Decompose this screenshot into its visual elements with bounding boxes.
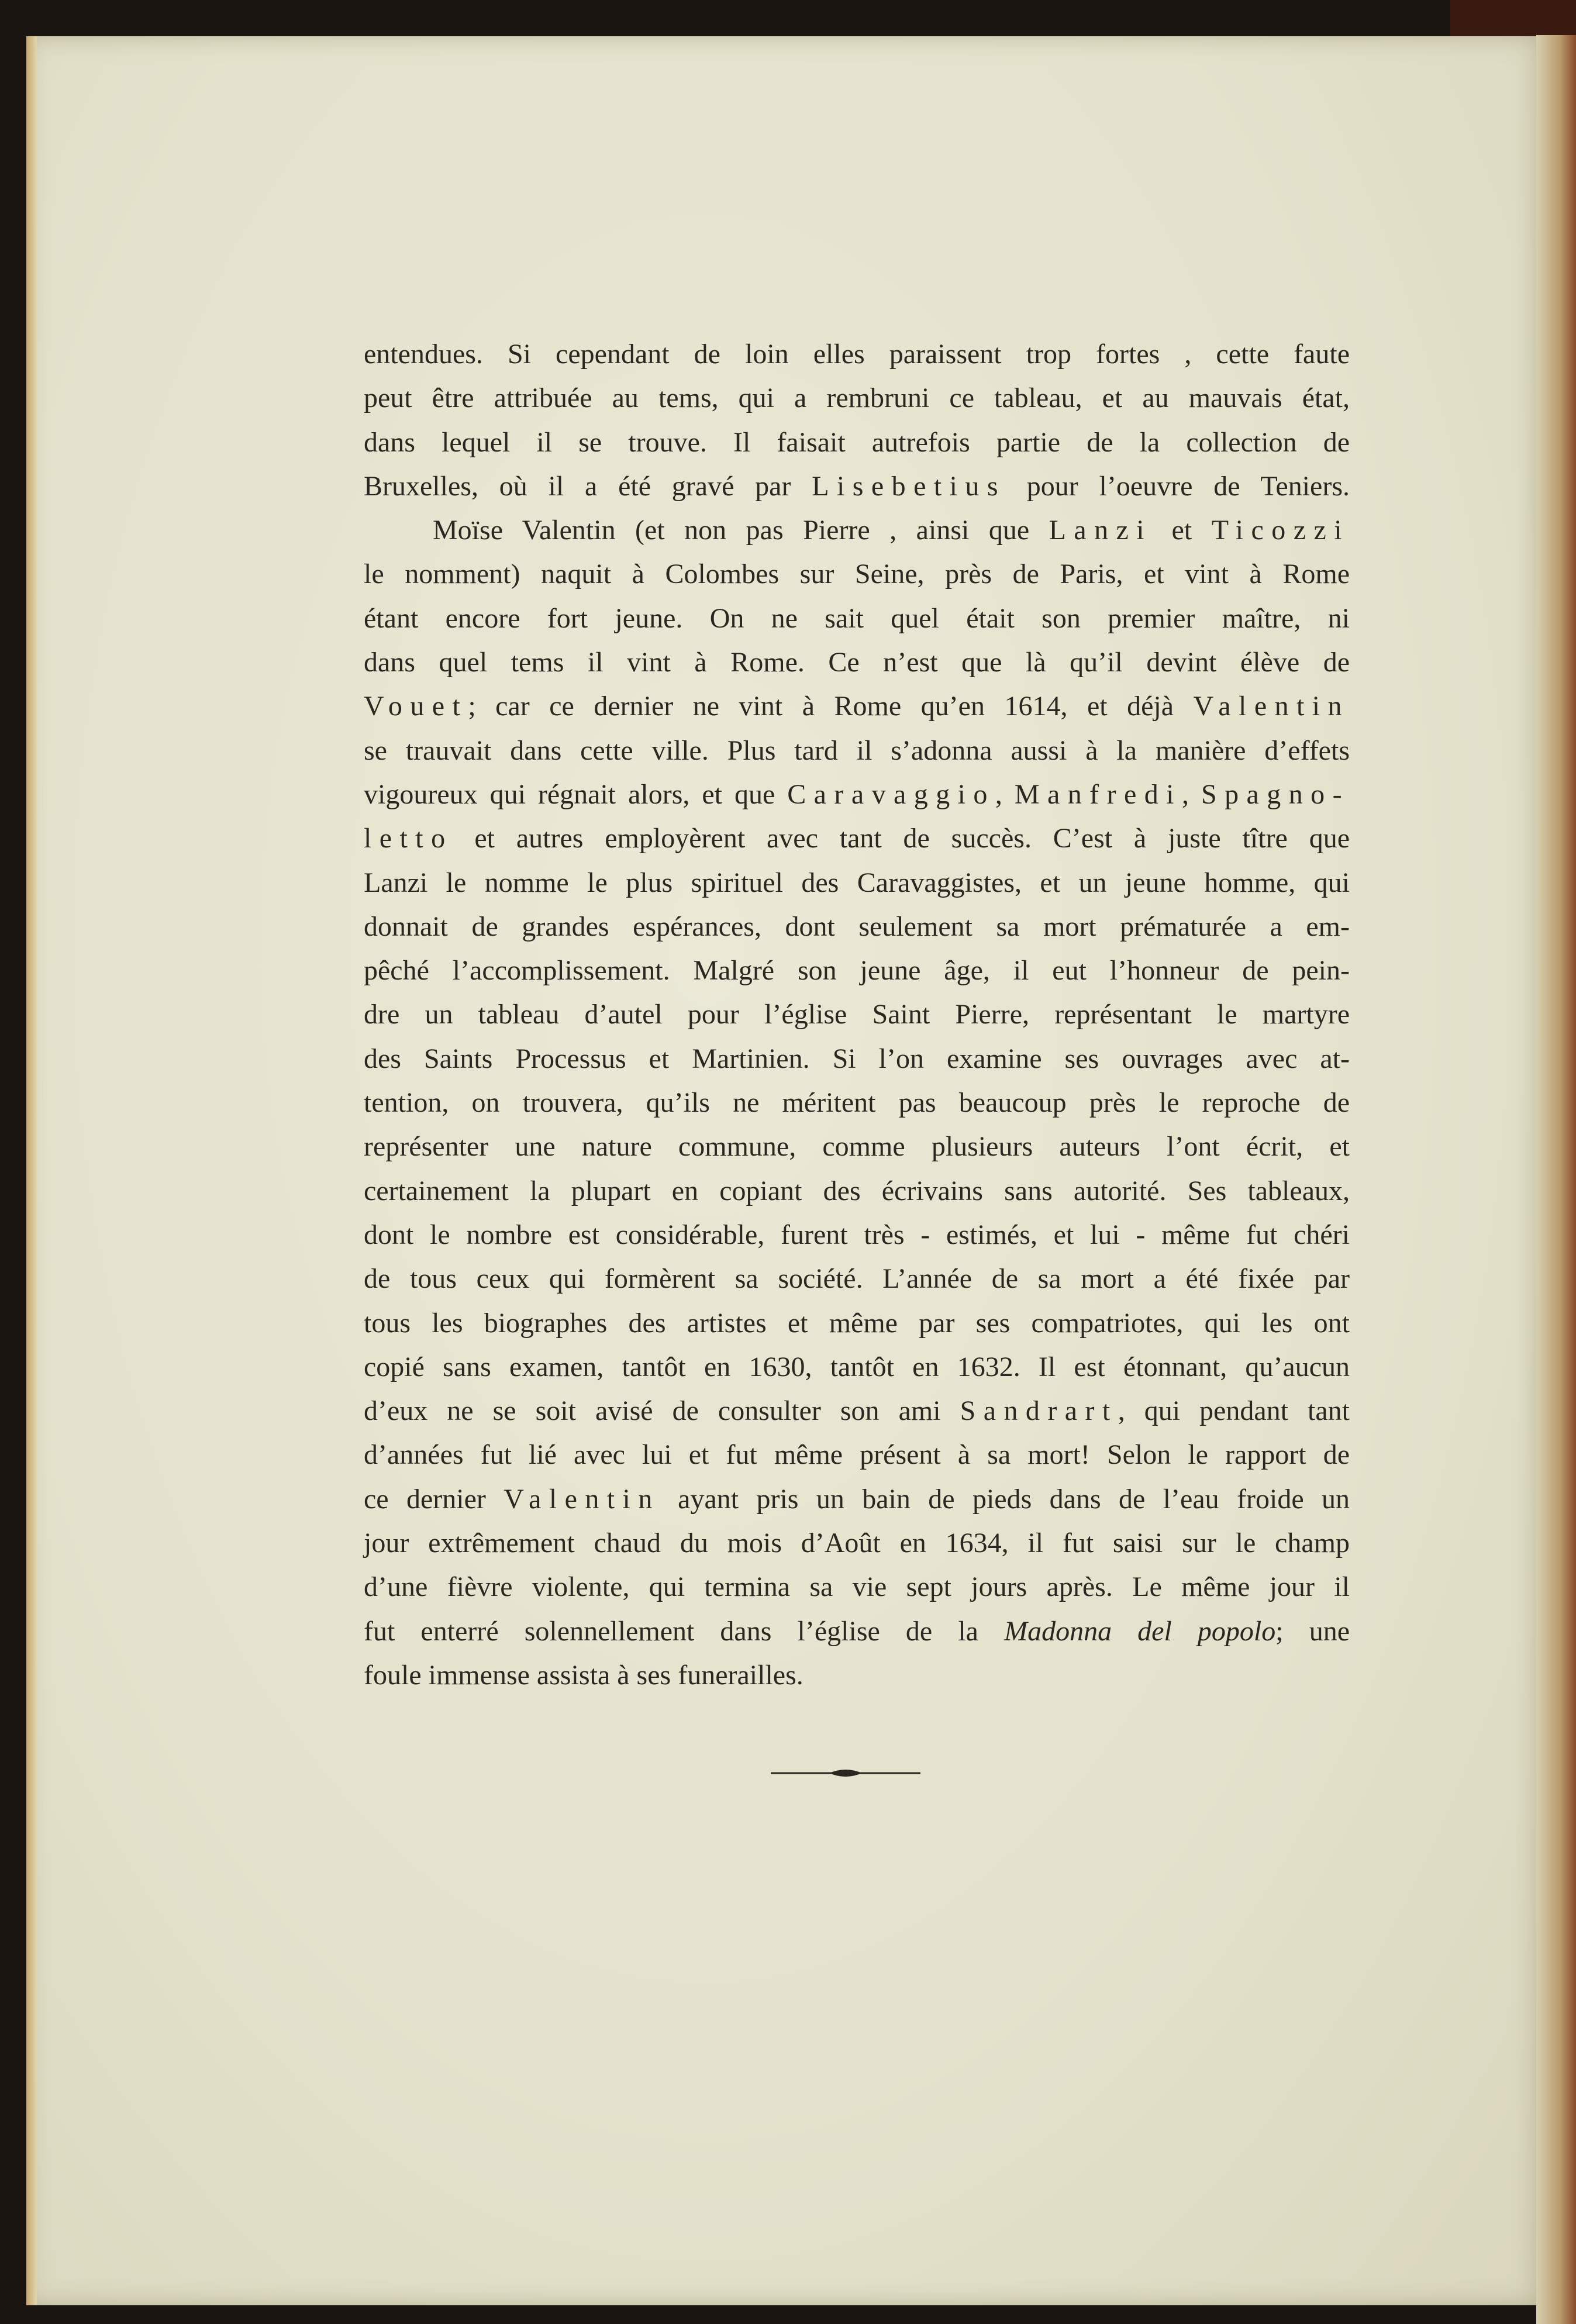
text-segment: entendues. Si cependant de loin elles paraissent trop fortes , cette faute [364,339,1350,370]
text-line [364,1521,1350,1565]
text-line [364,1257,1350,1301]
text-line [364,596,1350,640]
body-text [364,332,1350,1697]
text-segment: tention, on trouvera, qu’ils ne méritent pas beaucoup près le reproche de [364,1087,1350,1119]
text-segment: d’une fièvre violente, qui termina sa vie sept jours après. Le même jour il [364,1571,1350,1603]
text-line [364,1301,1350,1345]
text-segment: ayant pris un bain de pieds dans de l’eau froide un [660,1483,1350,1515]
italic-text: Madonna del popolo [1004,1615,1276,1647]
page-gilt-edge [26,36,37,2305]
spaced-name: Manfredi [1014,778,1182,810]
text-segment: copié sans examen, tantôt en 1630, tantôt en 1632. Il est étonnant, qu’aucun [364,1351,1350,1382]
text-line [364,552,1350,596]
text-line [364,729,1350,773]
text-line [364,1477,1350,1521]
text-segment: fut enterré solennellement dans l’église de la [364,1615,1005,1647]
text-line [364,773,1350,816]
text-segment: dont le nombre est considérable, furent très - estimés, et lui - même fut chéri [364,1219,1350,1250]
text-segment: , [995,778,1015,810]
text-line [364,1609,1350,1653]
text-segment: et [1152,515,1212,546]
spaced-name: Vouet [364,691,468,722]
spaced-name: Ticozzi [1211,515,1350,546]
text-segment: donnait de grandes espérances, dont seulement sa mort prématurée a em- [364,911,1350,942]
text-line [364,1653,1350,1697]
text-segment: pour l’oeuvre de Teniers. [1005,470,1350,502]
text-segment: peut être attribuée au tems, qui a rembruni ce tableau, et au mauvais état, [364,382,1350,414]
text-segment: d’eux ne se soit avisé de consulter son ami [364,1395,960,1427]
text-line [364,464,1350,508]
text-segment: ; une [1275,1615,1350,1647]
spaced-name: Spagno- [1201,778,1350,810]
text-segment: , qui pendant tant [1118,1395,1350,1427]
text-segment: d’années fut lié avec lui et fut même présent à sa mort! Selon le rapport de [364,1439,1350,1471]
text-segment: dans lequel il se trouve. Il faisait autrefois partie de la collection de [364,426,1350,458]
text-line [364,1169,1350,1213]
text-segment: certainement la plupart en copiant des écrivains sans autorité. Ses tableaux, [364,1175,1350,1206]
text-segment: , [1181,778,1201,810]
book-binding [1450,0,1576,36]
text-line [364,376,1350,420]
text-line [364,949,1350,992]
text-line [364,816,1350,860]
spaced-name: Lanzi [1049,515,1153,546]
text-line [364,1565,1350,1609]
text-segment: jour extrêmement chaud du mois d’Août en 1634, il fut saisi sur le champ [364,1528,1350,1559]
spaced-name: Sandrart [960,1395,1118,1427]
text-segment: et autres employèrent avec tant de succès. C’est à juste tître que [453,823,1350,854]
spaced-name: Valentin [1193,691,1350,722]
text-segment: tous les biographes des artistes et même par ses compatriotes, qui les ont [364,1307,1350,1339]
text-line [364,508,1350,552]
text-line [364,1037,1350,1081]
text-line [364,1433,1350,1477]
text-segment: vigoureux qui régnait alors, et que [364,778,788,810]
text-segment: ce dernier [364,1483,504,1515]
text-segment: se trauvait dans cette ville. Plus tard il s’adonna aussi à la manière d’effets [364,735,1350,766]
text-line [364,420,1350,464]
text-line [364,861,1350,905]
text-segment: des Saints Processus et Martinien. Si l’on examine ses ouvrages avec at- [364,1043,1350,1074]
text-segment: de tous ceux qui formèrent sa société. L’année de sa mort a été fixée par [364,1263,1350,1295]
text-segment: Lanzi le nomme le plus spirituel des Caravaggistes, et un jeune homme, qui [364,867,1350,898]
tailpiece-ornament-icon [771,1765,920,1781]
text-segment: pêché l’accomplissement. Malgré son jeune âge, il eut l’honneur de pein- [364,955,1350,987]
text-segment: représenter une nature commune, comme plusieurs auteurs l’ont écrit, et [364,1131,1350,1163]
text-line [364,1213,1350,1257]
text-segment: foule immense assista à ses funerailles. [364,1659,803,1691]
adjacent-page-edge [1536,35,1576,2324]
text-line [364,1345,1350,1389]
text-line [364,684,1350,728]
spaced-name: Caravaggio [787,778,995,810]
text-line [364,640,1350,684]
text-segment: Bruxelles, où il a été gravé par [364,470,812,502]
spaced-name: Valentin [504,1483,660,1515]
text-segment: le nomment) naquit à Colombes sur Seine, près de Paris, et vint à Rome [364,558,1350,590]
text-segment: étant encore fort jeune. On ne sait quel était son premier maître, ni [364,602,1350,634]
text-line [364,905,1350,949]
text-line [364,1389,1350,1433]
text-segment: Moïse Valentin (et non pas Pierre , ainsi que [433,515,1049,546]
text-line [364,332,1350,376]
spaced-name: letto [364,823,453,854]
text-line [364,1125,1350,1168]
text-line [364,1081,1350,1125]
text-line [364,992,1350,1036]
spaced-name: Lisebetius [812,470,1006,502]
text-segment: dans quel tems il vint à Rome. Ce n’est que là qu’il devint élève de [364,647,1350,678]
text-segment: dre un tableau d’autel pour l’église Saint Pierre, représentant le martyre [364,999,1350,1030]
text-segment: ; car ce dernier ne vint à Rome qu’en 1614, et déjà [468,691,1194,722]
